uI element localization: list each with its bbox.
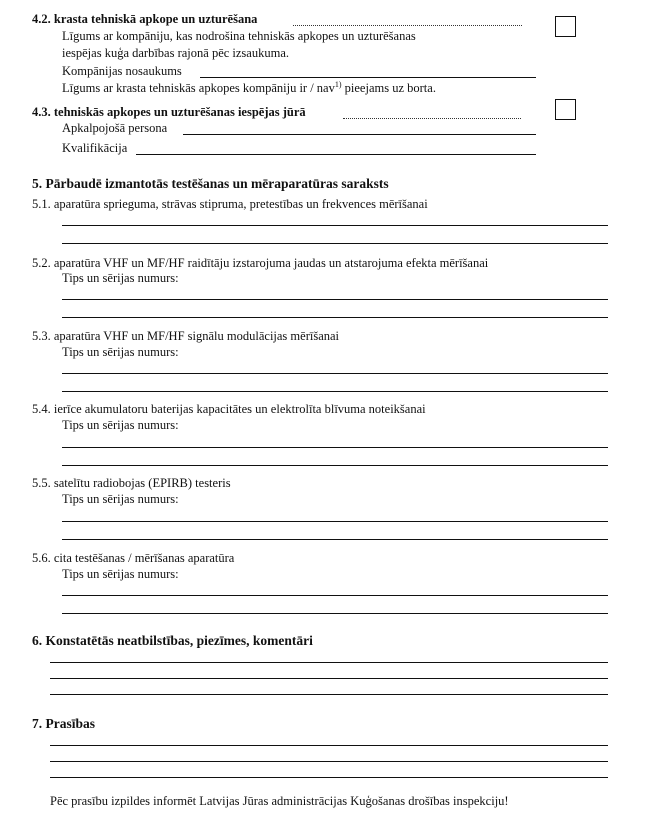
remarks-field[interactable] (50, 694, 608, 695)
section-6-heading: 6. Konstatētās neatbilstības, piezīmes, komentāri (32, 633, 313, 648)
item-5-6-field[interactable] (62, 595, 608, 596)
type-serial-label: Tips un sērijas numurs: (62, 418, 179, 432)
item-5-5-field[interactable] (62, 539, 608, 540)
type-serial-label: Tips un sērijas numurs: (62, 345, 179, 359)
checkbox-4-2[interactable] (555, 16, 576, 37)
service-person-field[interactable] (183, 134, 536, 135)
item-5-3-field[interactable] (62, 373, 608, 374)
company-name-label: Kompānijas nosaukums (62, 64, 182, 78)
item-5-5-label: 5.5. satelītu radiobojas (EPIRB) testeris (32, 476, 231, 490)
qualification-label: Kvalifikācija (62, 141, 128, 155)
type-serial-label: Tips un sērijas numurs: (62, 271, 179, 285)
dotted-leader (343, 118, 521, 119)
item-5-4-label: 5.4. ierīce akumulatoru baterijas kapacitātes un elektrolīta blīvuma noteikšanai (32, 402, 426, 416)
requirements-field[interactable] (50, 745, 608, 746)
item-5-5-field[interactable] (62, 521, 608, 522)
type-serial-label: Tips un sērijas numurs: (62, 567, 179, 581)
remarks-field[interactable] (50, 662, 608, 663)
item-5-1-label: 5.1. aparatūra sprieguma, strāvas stipruma, pretestības un frekvences mērīšanai (32, 197, 428, 211)
item-5-2-field[interactable] (62, 299, 608, 300)
item-5-6-label: 5.6. cita testēšanas / mērīšanas aparatūra (32, 551, 235, 565)
service-person-label: Apkalpojošā persona (62, 121, 168, 135)
item-5-4-field[interactable] (62, 465, 608, 466)
contract-statement (62, 81, 436, 96)
contract-text-end: pieejams uz borta. (341, 81, 436, 95)
checkbox-4-3[interactable] (555, 99, 576, 120)
item-5-1-field[interactable] (62, 225, 608, 226)
section-4-3-title: 4.3. tehniskās apkopes un uzturēšanas iespējas jūrā (32, 105, 306, 119)
section-4-2-title: 4.2. krasta tehniskā apkope un uzturēšana (32, 12, 258, 26)
footer-note: Pēc prasību izpildes informēt Latvijas Jūras administrācijas Kuģošanas drošības inspekciju! (50, 794, 509, 808)
item-5-1-field[interactable] (62, 243, 608, 244)
requirements-field[interactable] (50, 761, 608, 762)
requirements-field[interactable] (50, 777, 608, 778)
contract-text: Līgums ar krasta tehniskās apkopes kompāniju ir / nav (62, 81, 335, 95)
company-name-field[interactable] (200, 77, 536, 78)
item-5-2-field[interactable] (62, 317, 608, 318)
dotted-leader (293, 25, 522, 26)
item-5-4-field[interactable] (62, 447, 608, 448)
remarks-field[interactable] (50, 678, 608, 679)
item-5-6-field[interactable] (62, 613, 608, 614)
qualification-field[interactable] (136, 154, 536, 155)
section-4-2-desc: Līgums ar kompāniju, kas nodrošina tehniskās apkopes un uzturēšanas (62, 29, 416, 43)
type-serial-label: Tips un sērijas numurs: (62, 492, 179, 506)
footnote-ref: 1) (334, 79, 342, 89)
section-5-heading: 5. Pārbaudē izmantotās testēšanas un mēraparatūras saraksts (32, 176, 389, 191)
section-4-2-desc-2: iespējas kuģa darbības rajonā pēc izsaukuma. (62, 46, 289, 60)
item-5-2-label: 5.2. aparatūra VHF un MF/HF raidītāju izstarojuma jaudas un atstarojuma efekta mērīšanai (32, 256, 489, 270)
item-5-3-label: 5.3. aparatūra VHF un MF/HF signālu modulācijas mērīšanai (32, 329, 340, 343)
section-7-heading: 7. Prasības (32, 716, 96, 731)
item-5-3-field[interactable] (62, 391, 608, 392)
